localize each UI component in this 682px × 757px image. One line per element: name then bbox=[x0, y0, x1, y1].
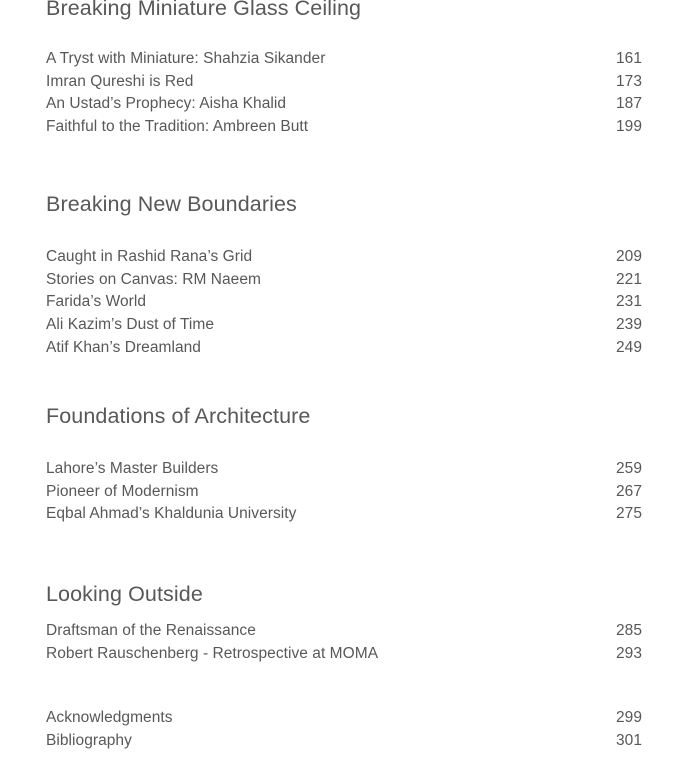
toc-section-back-matter bbox=[46, 707, 644, 753]
section-entries bbox=[46, 458, 644, 526]
toc-entry-page: 249 bbox=[615, 338, 642, 356]
toc-section bbox=[46, 192, 644, 360]
section-entries bbox=[46, 246, 644, 360]
section-heading: Foundations of Architecture bbox=[46, 404, 311, 428]
toc-entry-title: Stories on Canvas: RM Naeem bbox=[46, 270, 261, 288]
toc-entry[interactable] bbox=[46, 643, 644, 666]
toc-entry-title: A Tryst with Miniature: Shahzia Sikander bbox=[46, 49, 326, 67]
toc-entry-page: 293 bbox=[615, 644, 642, 662]
toc-entry-title: Ali Kazim’s Dust of Time bbox=[46, 316, 215, 334]
toc-entry[interactable] bbox=[46, 337, 644, 360]
toc-entry-page: 301 bbox=[615, 731, 642, 749]
toc-entry-title: Faithful to the Tradition: Ambreen Butt bbox=[46, 118, 309, 136]
toc-entry-page: 161 bbox=[615, 49, 642, 67]
section-heading: Breaking Miniature Glass Ceiling bbox=[46, 0, 362, 20]
toc-section bbox=[46, 0, 644, 139]
toc-entry-page: 285 bbox=[615, 621, 642, 639]
toc-entry-title: Bibliography bbox=[46, 731, 132, 749]
toc-entry[interactable] bbox=[46, 503, 644, 526]
toc-entry[interactable] bbox=[46, 116, 644, 139]
toc-entry-title: Pioneer of Modernism bbox=[46, 482, 199, 500]
toc-entry-page: 259 bbox=[615, 459, 642, 477]
toc-entry[interactable] bbox=[46, 481, 644, 504]
toc-entry-page: 231 bbox=[615, 293, 642, 311]
toc-entry[interactable] bbox=[46, 620, 644, 643]
toc-entry[interactable] bbox=[46, 246, 644, 269]
toc-entry[interactable] bbox=[46, 71, 644, 94]
toc-entry-page: 239 bbox=[615, 316, 642, 334]
toc-entry-title: Imran Qureshi is Red bbox=[46, 72, 194, 90]
toc-entry-page: 209 bbox=[615, 247, 642, 265]
section-entries bbox=[46, 707, 644, 753]
toc-entry[interactable] bbox=[46, 291, 644, 314]
toc-entry-title: Acknowledgments bbox=[46, 709, 173, 726]
toc-entry[interactable] bbox=[46, 48, 644, 71]
toc-entry[interactable] bbox=[46, 730, 644, 753]
toc-entry[interactable] bbox=[46, 93, 644, 116]
toc-entry-title: Eqbal Ahmad’s Khaldunia University bbox=[46, 505, 297, 523]
toc-entry-title: Farida’s World bbox=[46, 293, 147, 311]
section-heading: Looking Outside bbox=[46, 582, 203, 606]
toc-entry[interactable] bbox=[46, 314, 644, 337]
section-heading: Breaking New Boundaries bbox=[46, 192, 297, 216]
toc-entry[interactable] bbox=[46, 269, 644, 292]
toc-section bbox=[46, 582, 644, 665]
toc-entry-page: 187 bbox=[615, 95, 642, 113]
toc-entry-title: Draftsman of the Renaissance bbox=[46, 621, 256, 639]
toc-entry-title: Lahore’s Master Builders bbox=[46, 459, 219, 477]
toc-entry-page: 221 bbox=[615, 270, 642, 288]
toc-entry-title: Caught in Rashid Rana’s Grid bbox=[46, 247, 253, 265]
toc-entry-page: 267 bbox=[615, 482, 642, 500]
toc-entry-page: 275 bbox=[615, 505, 642, 523]
toc-entry-title: Atif Khan’s Dreamland bbox=[46, 338, 201, 356]
toc-entry-page: 299 bbox=[615, 709, 642, 726]
section-entries bbox=[46, 48, 644, 139]
toc-section bbox=[46, 404, 644, 526]
toc-entry[interactable] bbox=[46, 707, 644, 730]
toc-entry[interactable] bbox=[46, 458, 644, 481]
toc-entry-title: Robert Rauschenberg - Retrospective at MOMA bbox=[46, 644, 379, 662]
toc-entry-page: 173 bbox=[615, 72, 642, 90]
section-entries bbox=[46, 620, 644, 666]
toc-entry-title: An Ustad’s Prophecy: Aisha Khalid bbox=[46, 95, 287, 113]
toc-entry-page: 199 bbox=[615, 118, 642, 136]
